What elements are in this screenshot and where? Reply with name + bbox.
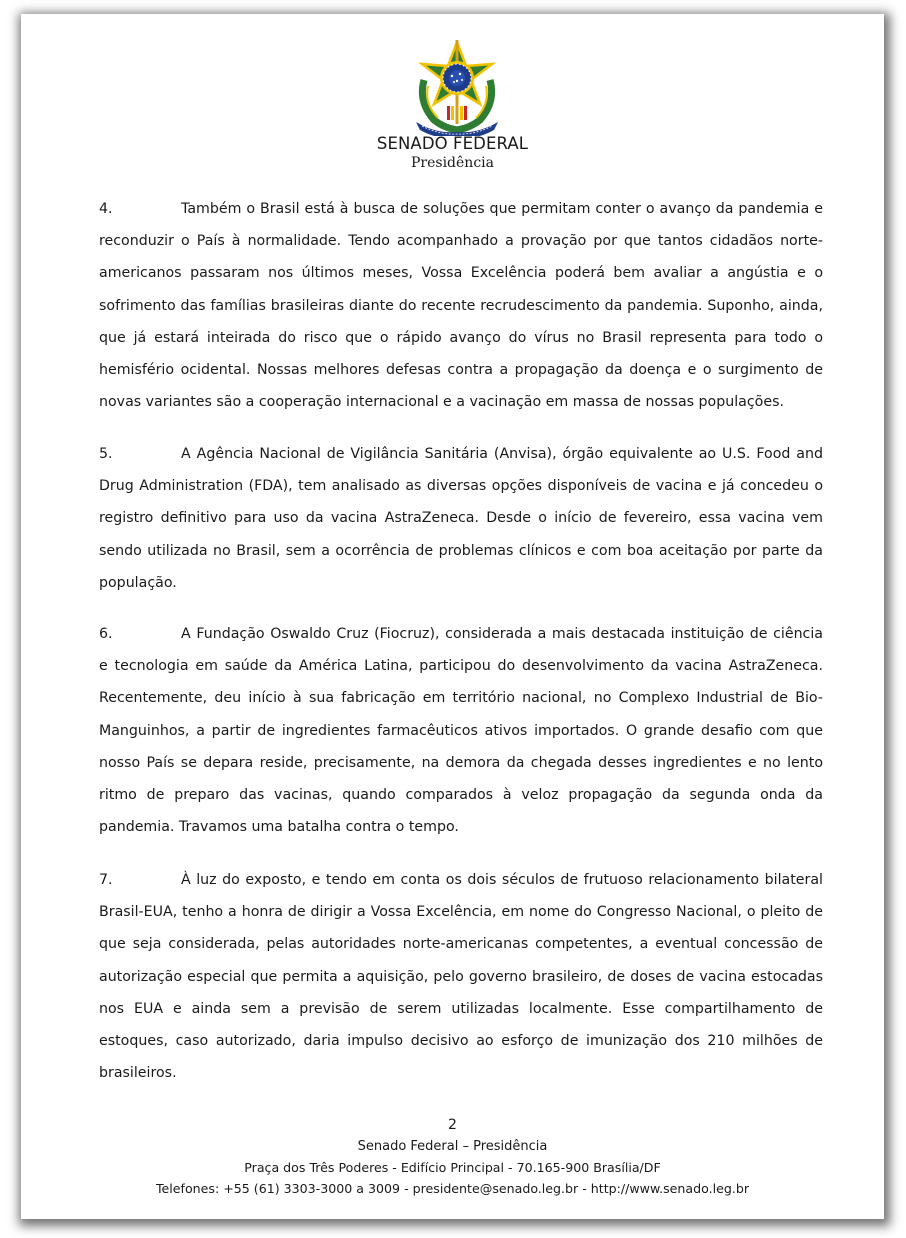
paragraph-number: 4. [99, 201, 113, 217]
department-name: Presidência [411, 155, 494, 171]
footer-contacts: Telefones: +55 (61) 3303-3000 a 3009 - presidente@senado.leg.br - http://www.senado.leg.br [155, 1181, 750, 1196]
paragraph-5 [99, 438, 823, 599]
institution-name: SENADO FEDERAL [376, 134, 529, 153]
paragraph-number: 7. [99, 872, 113, 888]
paragraph-text: Também o Brasil está à busca de soluções que permitam conter o avanço da pandemia e reconduzir o País à normalidade. Tendo acompanhado a provação por que tantos cidadãos norte-americanos passaram nos últimos meses, Vossa Excelência poderá bem avaliar a angústia e o sofrimento das famílias brasileiras diante do recente recrudescimento da pandemia. Suponho, ainda, que já estará inteirada do risco que o rápido avanço do vírus no Brasil representa para todo o hemisfério ocidental. Nossas melhores defesas contra a propagação da doença e o surgimento de novas variantes são a cooperação internacional e a vacinação em massa de nossas populações. [99, 201, 823, 411]
paragraph-text: A Agência Nacional de Vigilância Sanitária (Anvisa), órgão equivalente ao U.S. Food and Drug Administration (FDA), tem analisado as diversas opções disponíveis de vacina e já concedeu o registro definitivo para uso da vacina AstraZeneca. Desde o início de fevereiro, essa vacina vem sendo utilizada no Brasil, sem a ocorrência de problemas clínicos e com boa aceitação por parte da população. [99, 446, 823, 591]
brazil-coat-of-arms-icon [414, 40, 500, 136]
paragraph-text: À luz do exposto, e tendo em conta os dois séculos de frutuoso relacionamento bilateral Brasil-EUA, tenho a honra de dirigir a Vossa Excelência, em nome do Congresso Nacional, o pleito de que seja considerada, pelas autoridades norte-americanas competentes, a eventual concessão de autorização especial que permita a aquisição, pelo governo brasileiro, de doses de vacina estocadas nos EUA e ainda sem a previsão de serem utilizadas localmente. Esse compartilhamento de estoques, caso autorizado, daria impulso decisivo ao esforço de imunização dos 210 milhões de brasileiros. [99, 872, 823, 1082]
footer-address: Praça dos Três Poderes - Edifício Principal - 70.165-900 Brasília/DF [244, 1160, 661, 1175]
paragraph-number: 5. [99, 446, 113, 462]
page-number: 2 [448, 1117, 457, 1133]
paragraph-text: A Fundação Oswaldo Cruz (Fiocruz), considerada a mais destacada instituição de ciência e tecnologia em saúde da América Latina, participou do desenvolvimento da vacina AstraZeneca. Recentemente, deu início à sua fabricação em território nacional, no Complexo Industrial de Bio-Manguinhos, a partir de ingredientes farmacêuticos ativos importados. O grande desafio com que nosso País se depara reside, precisamente, na demora da chegada desses ingredientes e no lento ritmo de preparo das vacinas, quando comparados à veloz propagação da segunda onda da pandemia. Travamos uma batalha contra o tempo. [99, 626, 823, 836]
footer-line-1: Senado Federal – Presidência [357, 1139, 548, 1154]
paragraph-4 [99, 193, 823, 418]
paragraph-7 [99, 864, 823, 1089]
paragraph-6 [99, 618, 823, 843]
paragraph-number: 6. [99, 626, 113, 642]
document-page [21, 14, 884, 1219]
